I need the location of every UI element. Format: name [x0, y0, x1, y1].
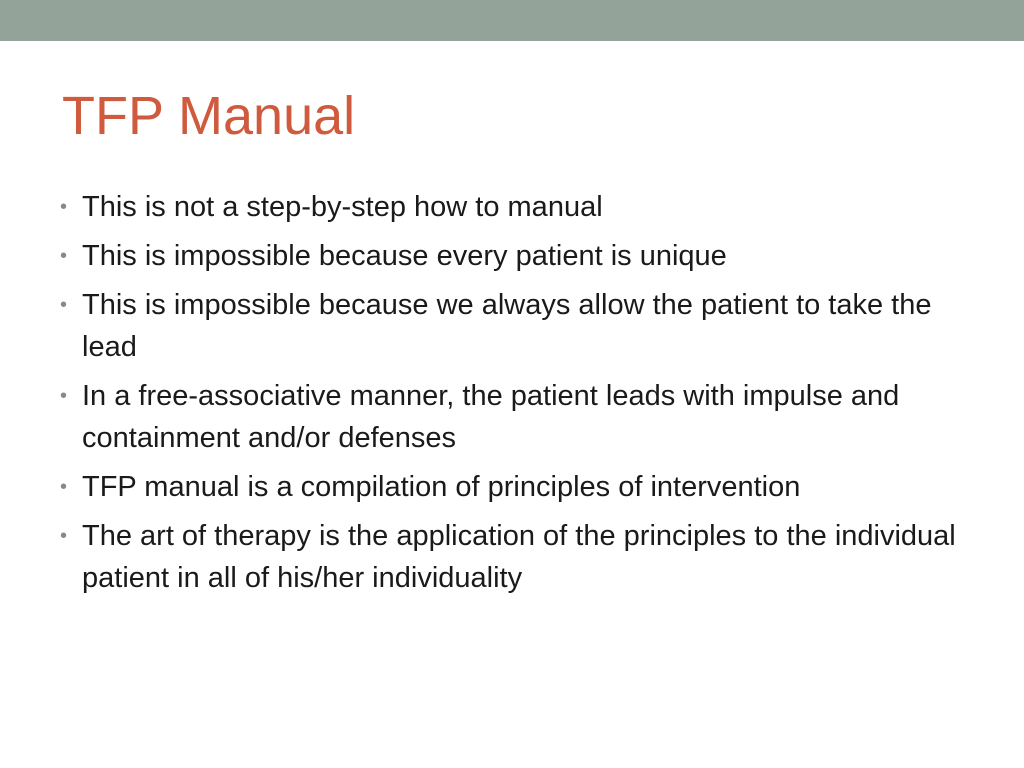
bullet-text: This is not a step-by-step how to manual	[82, 191, 603, 223]
bullet-dot-icon: •	[60, 294, 68, 316]
bullet-dot-icon: •	[60, 196, 68, 218]
bullet-dot-icon: •	[60, 525, 68, 547]
slide-title: TFP Manual	[62, 86, 356, 146]
bullet-text: This is impossible because we always allow the patient to take the lead	[82, 289, 932, 363]
bullet-text: This is impossible because every patient is unique	[82, 240, 727, 272]
bullet-item	[56, 515, 976, 599]
bullet-dot-icon: •	[60, 476, 68, 498]
bullet-list	[56, 186, 976, 606]
header-band	[0, 0, 1024, 41]
bullet-text: The art of therapy is the application of the principles to the individual patient in all of his/her individuality	[82, 520, 956, 594]
bullet-item	[56, 235, 976, 277]
bullet-item	[56, 186, 976, 228]
bullet-item	[56, 375, 976, 459]
bullet-item	[56, 466, 976, 508]
bullet-text: TFP manual is a compilation of principles of intervention	[82, 471, 801, 503]
bullet-dot-icon: •	[60, 385, 68, 407]
bullet-item	[56, 284, 976, 368]
bullet-dot-icon: •	[60, 245, 68, 267]
bullet-text: In a free-associative manner, the patient leads with impulse and containment and/or defenses	[82, 380, 900, 454]
